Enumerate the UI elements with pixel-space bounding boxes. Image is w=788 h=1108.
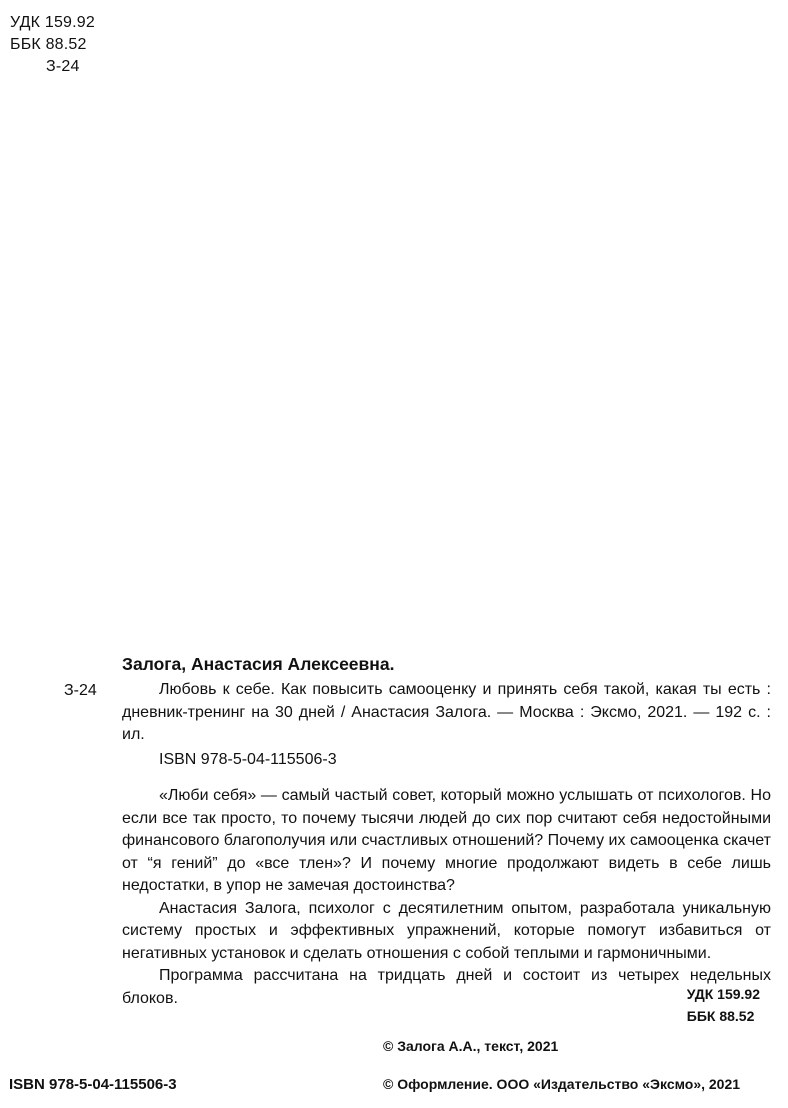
copyright-design: © Оформление. ООО «Издательство «Эксмо», 2021 xyxy=(383,1076,741,1092)
record-annotation xyxy=(122,785,771,1010)
record-title-description: Любовь к себе. Как повысить самооценку и принять себя такой, какая ты есть : дневник-тренинг на 30 дней / Анастасия Залога. — Москва : Эксмо, 2021. — 192 с. : ил. xyxy=(122,681,771,743)
udk-code-record: УДК 159.92 xyxy=(686,986,760,1002)
udk-code-top: УДК 159.92 xyxy=(10,14,95,31)
annotation-paragraph-3: Программа рассчитана на тридцать дней и состоит из четырех недельных блоков. xyxy=(122,967,771,1007)
copyright-text: © Залога А.А., текст, 2021 xyxy=(383,1038,559,1054)
isbn-footer: ISBN 978-5-04-115506-3 xyxy=(9,1076,177,1093)
bbk-code-top: ББК 88.52 xyxy=(10,36,87,53)
record-codes xyxy=(687,983,760,1027)
author-mark-top: З-24 xyxy=(46,58,80,75)
record-author: Залога, Анастасия Алексеевна. xyxy=(122,654,395,674)
record-author-mark: З-24 xyxy=(64,682,97,699)
annotation-paragraph-1: «Люби себя» — самый частый совет, который можно услышать от психологов. Но если все так просто, то почему тысячи людей до сих пор считают себя недостойными финансового благополучия или счастливых отношений? Почему их самооценка скачет от “я гений” до «все тлен»? И почему многие продолжают видеть в себе лишь недостатки, в упор не замечая достоинства? xyxy=(122,787,771,894)
annotation-paragraph-2: Анастасия Залога, психолог с десятилетним опытом, разработала уникальную систему простых и эффективных упражнений, которые помогут избавиться от негативных установок и сделать отношения с собой теплыми и гармоничными. xyxy=(122,899,771,962)
record-isbn: ISBN 978-5-04-115506-3 xyxy=(159,751,337,768)
bbk-code-record: ББК 88.52 xyxy=(686,1008,755,1024)
